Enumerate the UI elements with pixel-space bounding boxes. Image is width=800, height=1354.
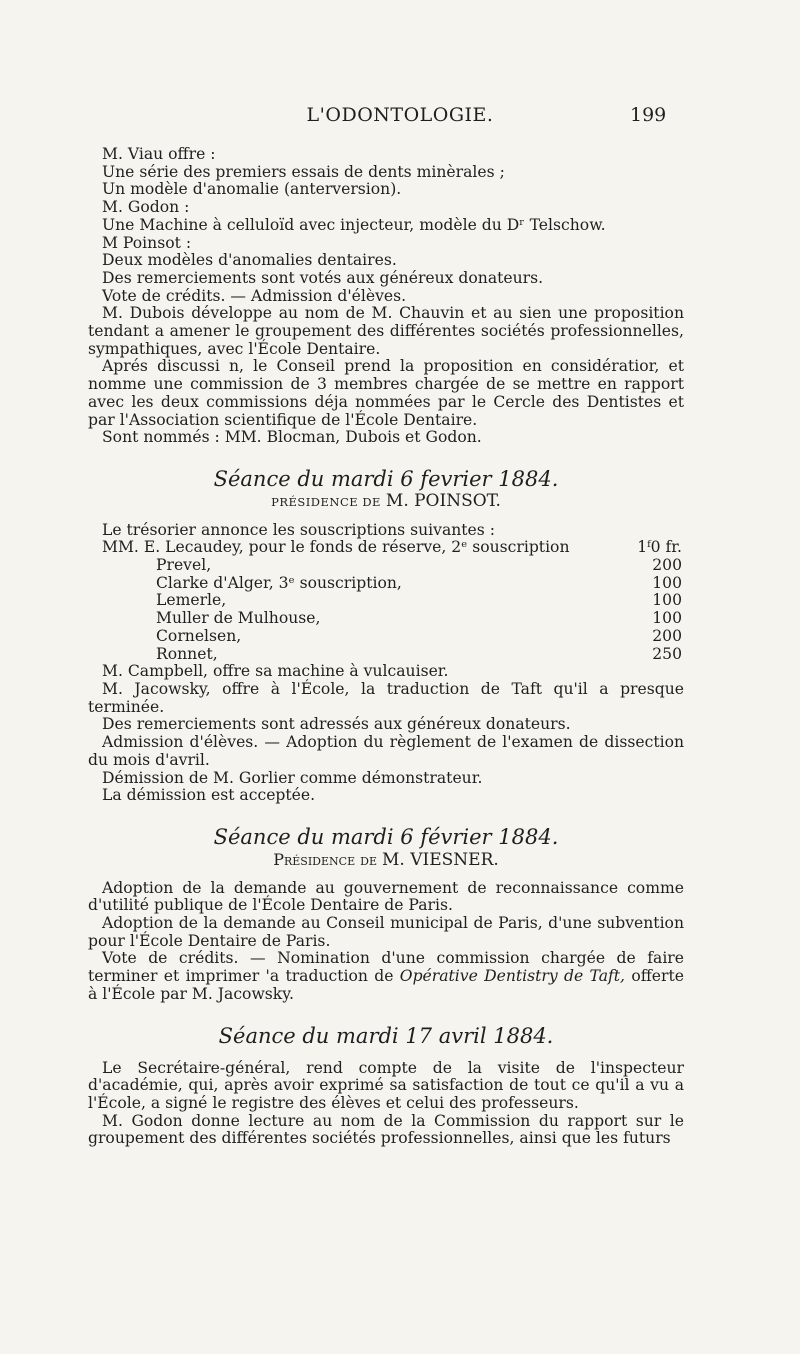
subscriber-name: Muller de Mulhouse, — [156, 609, 321, 628]
subscription-row — [88, 646, 684, 664]
subscription-amount: 1ᶠ0 fr. — [637, 538, 682, 557]
paragraph: M. Godon donne lecture au nom de la Commission du rapport sur le groupement des différentes sociétés professionnelles, ainsi que les futurs — [88, 1111, 684, 1148]
book-title: Opérative Dentistry de Taft, — [399, 967, 626, 986]
paragraph: Un modèle d'anomalie (anterversion). — [102, 180, 402, 199]
presidence-name: M. POINSOT. — [385, 490, 501, 511]
subscription-amount: 100 — [652, 573, 682, 592]
presidence-prefix: PRÉSIDENCE DE — [271, 494, 381, 509]
paragraph: Une Machine à celluloïd avec injecteur, modèle du Dʳ Telschow. — [102, 215, 606, 234]
subscription-amount: 100 — [652, 609, 682, 628]
page-content — [88, 146, 684, 1148]
presidence-prefix: Présidence de — [273, 849, 378, 869]
subscriber-name: Lemerle, — [156, 591, 227, 610]
presidence-name: M. VIESNER. — [382, 849, 499, 870]
paragraph — [88, 950, 684, 1003]
paragraph: Adoption de la demande au gouvernement de reconnaissance comme d'utilité publique de l'École Dentaire de Paris. — [88, 878, 684, 915]
presidence-line — [88, 851, 684, 870]
paragraph: Une série des premiers essais de dents minèrales ; — [102, 162, 505, 181]
vote-text: Vote de crédits. — Nomination d'une commission chargée de faire terminer et imprimer 'a traduction de — [88, 949, 684, 986]
subscriber-name: Cornelsen, — [156, 626, 242, 645]
subscription-row — [88, 610, 684, 628]
subscription-amount: 200 — [652, 556, 682, 575]
paragraph: M. Jacowsky, offre à l'École, la traduction de Taft qu'il a presque terminée. — [88, 679, 684, 716]
paragraph: Démission de M. Gorlier comme démonstrateur. — [102, 768, 483, 787]
section-heading: Séance du mardi 6 fevrier 1884. — [213, 466, 559, 491]
paragraph: Des remerciements sont votés aux généreux donateurs. — [102, 268, 544, 287]
paragraph: Des remerciements sont adressés aux généreux donateurs. — [102, 715, 571, 734]
paragraph: M. Godon : — [102, 198, 190, 217]
subscriber-name: MM. E. Lecaudey, pour le fonds de réserve, 2ᵉ souscription — [102, 538, 570, 557]
paragraph: Vote de crédits. — Admission d'élèves. — [102, 286, 407, 305]
subscription-row — [88, 592, 684, 610]
page-header — [0, 104, 800, 128]
subscription-row — [88, 539, 684, 557]
paragraph: La démission est acceptée. — [102, 786, 316, 805]
subscription-list — [88, 539, 684, 663]
paragraph: Aprés discussi n, le Conseil prend la proposition en considératior, et nomme une commission de 3 membres chargée de se mettre en rapport avec les deux commissions déja nommées par le Cercle des Dentistes et par l'Association scientifique de l'École Dentaire. — [88, 357, 684, 429]
paragraph: M Poinsot : — [102, 233, 192, 252]
paragraph: Adoption de la demande au Conseil municipal de Paris, d'une subvention pour l'École Dentaire de Paris. — [88, 914, 684, 950]
subscription-amount: 250 — [652, 644, 682, 663]
paragraph: M. Viau offre : — [102, 145, 216, 163]
page-number: 199 — [630, 104, 667, 126]
paragraph: Le trésorier annonce les souscriptions suivantes : — [102, 520, 495, 539]
subscription-row — [88, 628, 684, 646]
paragraph: M. Dubois développe au nom de M. Chauvin et au sien une proposition tendant a amener le groupement des différentes sociétés professionnelles, sympathiques, avec l'École Dentaire. — [88, 304, 684, 358]
paragraph: Deux modèles d'anomalies dentaires. — [102, 251, 397, 270]
paragraph: Le Secrétaire-général, rend compte de la visite de l'inspecteur d'académie, qui, après avoir exprimé sa satisfaction de tout ce qu'il a vu a l'École, a signé le registre des élèves et celui des professeurs. — [88, 1058, 684, 1112]
presidence-line — [88, 490, 684, 512]
subscriber-name: Ronnet, — [156, 644, 218, 663]
vote-text-end: offerte à l'École par M. Jacowsky. — [88, 967, 684, 1003]
paragraph: M. Campbell, offre sa machine à vulcauiser. — [102, 662, 449, 681]
subscriber-name: Clarke d'Alger, 3ᵉ souscription, — [156, 573, 402, 592]
subscription-amount: 200 — [652, 626, 682, 645]
paragraph: Admission d'élèves. — Adoption du règlement de l'examen de dissection du mois d'avril. — [88, 733, 684, 769]
subscription-row — [88, 557, 684, 575]
section-heading: Séance du mardi 6 février 1884. — [213, 824, 559, 849]
subscriber-name: Prevel, — [156, 556, 212, 575]
section-heading: Séance du mardi 17 avril 1884. — [218, 1023, 554, 1048]
paragraph: Sont nommés : MM. Blocman, Dubois et Godon. — [102, 428, 482, 447]
running-title: L'ODONTOLOGIE. — [306, 104, 494, 126]
subscription-row — [88, 575, 684, 593]
subscription-amount: 100 — [652, 591, 682, 610]
